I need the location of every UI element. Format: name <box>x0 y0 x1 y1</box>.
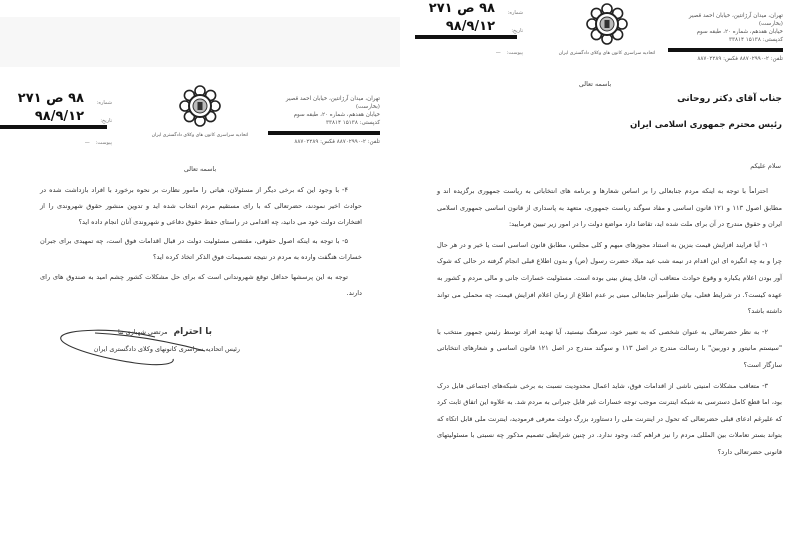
question-5: ۵- با توجه به اینکه اصول حقوقی، مقتضی مسئولیت دولت در قبال اقدامات فوق است، چه تمهیدی برای جبران خسارات هنگفت وارده به مردم در نتیجه تصمیمات فوق الذکر اتخاذ کرده اید؟ <box>40 237 362 262</box>
address-line: کدپستی: ۱۵۱۳۸ ۳۳۸۱۴ <box>325 120 380 126</box>
organization-logo <box>150 84 250 138</box>
letter-body <box>40 183 362 306</box>
date-label: تاریخ: <box>100 118 112 124</box>
signatory-line <box>118 327 212 337</box>
attachment-label: پیوست: <box>95 140 112 146</box>
recipient-name: جناب آقای دکتر روحانی <box>677 94 782 104</box>
number-label: شماره: <box>507 10 523 16</box>
emblem-icon <box>178 84 222 128</box>
attachment-label: پیوست: <box>506 50 523 56</box>
date-row <box>0 110 112 124</box>
address-line: تهران، میدان آرژانتین، خیابان احمد قصیر (بخارست) <box>285 96 380 110</box>
letter-number: ۹۸ ص ۲۷۱ <box>428 1 495 16</box>
header-rule <box>268 131 380 135</box>
address-line: خیابان هفدهم، شماره ۲۰، طبقه سوم <box>696 29 783 35</box>
bismillah-heading: باسمه تعالی <box>578 80 612 88</box>
letter-number: ۹۸ ص ۲۷۱ <box>17 91 84 106</box>
address-line: تهران، میدان آرژانتین، خیابان احمد قصیر (بخارست) <box>688 13 783 27</box>
signatory-title: رئیس اتحادیه سراسری کانونهای وکلای دادگستری ایران <box>93 345 240 353</box>
organization-logo <box>557 2 657 56</box>
question-2: ۲- به نظر حضرتعالی به عنوان شخصی که به تعبیر خود، سرهنگ نیستید، آیا تهدید افراد توسط رئیس جمهور منتخب با "سیستم مانیتور و دوربین" با رسالت مندرج در اصل ۱۱۳ و سوگند مندرج در اصل ۱۲۱ قانون اساسی و شعارهای انتخاباتی سازگار است؟ <box>437 327 782 369</box>
letterhead <box>0 70 405 145</box>
address-block <box>268 95 380 146</box>
letter-date: ۹۸/۹/۱۲ <box>34 109 84 124</box>
reference-rule <box>0 125 107 129</box>
handwritten-salutation: با احترام <box>173 327 212 337</box>
address-line: خیابان هفدهم، شماره ۲۰، طبقه سوم <box>293 112 380 118</box>
signatory-name: مرتضی شهبازی نیا <box>118 328 168 336</box>
attachment-value: — <box>495 50 501 56</box>
attachment-row <box>413 42 523 56</box>
header-rule <box>668 48 783 52</box>
attachment-row <box>0 132 112 146</box>
emblem-icon <box>585 2 629 46</box>
scan-shading <box>0 17 400 67</box>
letter-page-1 <box>405 0 800 541</box>
bismillah-heading: باسمه تعالی <box>183 165 217 173</box>
signature-block <box>55 323 240 373</box>
reference-rule <box>415 35 517 39</box>
address-block <box>668 12 783 63</box>
closing-paragraph: توجه به این پرسشها حداقل توقع شهروندانی است که برای حل مشکلات کشور چشم امید به صندوق های رای دارند. <box>40 272 362 297</box>
date-label: تاریخ: <box>511 28 523 34</box>
number-row <box>0 92 112 106</box>
letterhead <box>405 0 800 75</box>
question-1: ۱- آیا فرایند افزایش قیمت بنزین به استناد مجوزهای مبهم و کلی مجلس، مطابق قانون اساسی است یا خیر و در هر حال چرا و به چه انگیزه ای این اقدام در نیمه شب عید میلاد حضرت رسول (ص) و بدون اطلاع قبلی انجام گرفته در حالی که شوک آور بودن اعلام یکباره و وقوع حوادث متعاقب آن، قابل پیش بینی بوده است. مسئولیت خسارات جانی و مالی مردم و کشور به عهده کیست؟. در شرایط فعلی، بیان طنزآمیز جنابعالی مبنی بر عدم اطلاع از زمان اعلام افزایش قیمت، چه محملی می تواند داشته باشد؟ <box>437 240 782 316</box>
letter-date: ۹۸/۹/۱۲ <box>445 19 495 34</box>
number-label: شماره: <box>96 100 112 106</box>
phone-fax: تلفن: ۲-۸۸۷۰۲۹۹۰ فکس: ۸۸۷۰۲۲۸۹ <box>697 56 783 62</box>
recipient-title: رئیس محترم جمهوری اسلامی ایران <box>629 120 782 130</box>
address-line: کدپستی: ۱۵۱۳۸ ۳۳۸۱۴ <box>728 37 783 43</box>
number-row <box>413 2 523 16</box>
greeting: سلام علیکم <box>750 162 781 170</box>
attachment-value: — <box>84 140 90 146</box>
reference-block <box>413 2 523 56</box>
phone-fax: تلفن: ۲-۸۸۷۰۲۹۹۰ فکس: ۸۸۷۰۲۲۸۹ <box>294 139 380 145</box>
intro-paragraph: احتراماً با توجه به اینکه مردم جنابعالی را بر اساس شعارها و برنامه های انتخاباتی به ریاست جمهوری برگزیده اند و مطابق اصول ۱۱۳ و ۱۲۱ قانون اساسی و مفاد سوگند ریاست جمهوری، متعهد به پاسداری از قانون اساسی جمهوری اسلامی ایران و حقوق مندرج در آن برای ملت شده اید، تقاضا دارد مواضع دولت را در امور زیر تبیین فرمایید: <box>437 187 782 229</box>
date-row <box>413 20 523 34</box>
question-4: ۴- با وجود این که برخی دیگر از مسئولان، هیاتی را مامور نظارت بر نحوه برخورد با افراد بازداشت شده در حوادث اخیر نمودند، حضرتعالی که با رای مستقیم مردم انتخاب شده اید و تدوین منشور حقوق شهروندی را از افتخارات دولت خود می دانید، چه اقدامی در راستای حفظ حقوق دفاعی و شهروندی آنان انجام داده اید؟ <box>40 186 362 226</box>
reference-block <box>0 92 112 146</box>
logo-caption: اتحادیه سراسری کانون های وکلای دادگستری ایران <box>558 51 656 56</box>
letter-body <box>437 183 782 465</box>
question-3: ۳- متعاقب مشکلات امنیتی ناشی از اقدامات فوق، شاید اعمال محدودیت نسبت به برخی شبکه‌های اجتماعی قابل درک بود، اما قطع کامل دسترسی به شبکه اینترنت موجب توجه خسارات غیر قابل جبرانی به مردم شد. به علاوه این اتفاق ثابت کرد که علیرغم ادعای قبلی حضرتعالی که تحول در اینترنت ملی را دستاورد بزرگ دولت معرفی فرمودید، اینترنت ملی قابل اتکاء که بتواند بستر تعاملات بین المللی مردم را نیز فراهم کند، وجود ندارد. در چنین شرایطی تصمیم مذکور چه نسبتی با مسئولیتهای قانونی حضرتعالی دارد؟ <box>437 381 782 456</box>
logo-caption: اتحادیه سراسری کانون های وکلای دادگستری ایران <box>151 133 249 138</box>
